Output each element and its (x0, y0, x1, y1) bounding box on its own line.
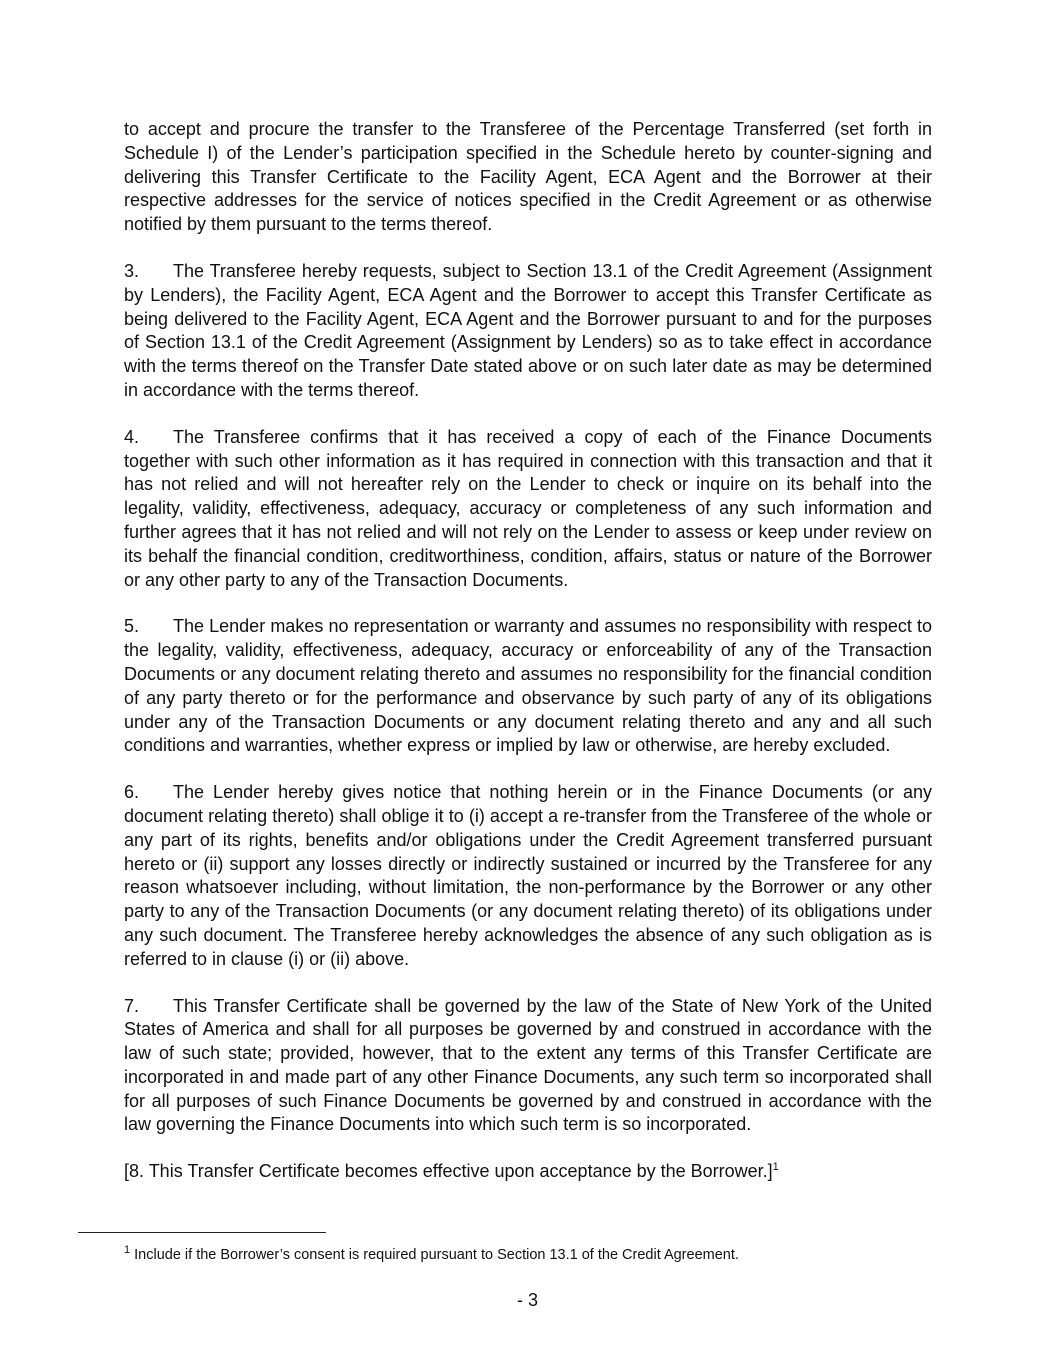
paragraph-text: The Lender makes no representation or warranty and assumes no responsibility with respect to the legality, validity, effectiveness, adequacy, accuracy or enforceability of any of the Transaction Documents or any document relating thereto and assumes no responsibility for the financial condition of any party thereto or for the performance and observance by such party of any of its obligations under any of the Transaction Documents or any document relating thereto and any and all such conditions and warranties, whether express or implied by law or otherwise, are hereby excluded. (124, 616, 932, 756)
footnote (124, 1245, 924, 1265)
paragraph-7 (124, 995, 932, 1138)
paragraph-5 (124, 615, 932, 758)
footnote-reference: 1 (772, 1161, 779, 1174)
paragraph-text: This Transfer Certificate shall be governed by the law of the State of New York of the United States of America and shall for all purposes be governed by and construed in accordance with the law of such state; provided, however, that to the extent any terms of this Transfer Certificate are incorporated in and made part of any other Finance Documents, any such term so incorporated shall for all purposes of such Finance Documents be governed by and construed in accordance with the law governing the Finance Documents into which such term is so incorporated. (124, 995, 932, 1135)
page-number: - 3 (516, 1290, 538, 1310)
paragraph-text: The Transferee hereby requests, subject to Section 13.1 of the Credit Agreement (Assignment by Lenders), the Facility Agent, ECA Agent and the Borrower to accept this Transfer Certificate as being delivered to the Facility Agent, ECA Agent and the Borrower pursuant to and for the purposes of Section 13.1 of the Credit Agreement (Assignment by Lenders) so as to take effect in accordance with the terms thereof on the Transfer Date stated above or on such later date as may be determined in accordance with the terms thereof. (124, 260, 932, 400)
paragraph-number: 3. (124, 260, 140, 281)
paragraph-6 (124, 781, 932, 971)
paragraph-number: 4. (124, 426, 140, 447)
paragraph-4 (124, 426, 932, 593)
paragraph-number: 7. (124, 995, 140, 1016)
footnote-text: Include if the Borrower’s consent is required pursuant to Section 13.1 of the Credit Agreement. (134, 1247, 739, 1263)
paragraph-number: 5. (124, 616, 140, 637)
footnote-marker: 1 (124, 1244, 131, 1257)
paragraph-8-bracketed (124, 1160, 932, 1184)
footnote-divider (78, 1232, 326, 1233)
paragraph-text: The Transferee confirms that it has received a copy of each of the Finance Documents together with such other information as it has required in connection with this transaction and that it has not relied and will not hereafter rely on the Lender to check or inquire on its behalf into the legality, validity, effectiveness, adequacy, accuracy or completeness of any such information and further agrees that it has not relied and will not rely on the Lender to assess or keep under review on its behalf the financial condition, creditworthiness, condition, affairs, status or nature of the Borrower or any other party to any of the Transaction Documents. (124, 426, 932, 590)
paragraph-text: to accept and procure the transfer to the Transferee of the Percentage Transferred (set forth in Schedule I) of the Lender’s participation specified in the Schedule hereto by counter-signing and delivering this Transfer Certificate to the Facility Agent, ECA Agent and the Borrower at their respective addresses for the service of notices specified in the Credit Agreement or as otherwise notified by them pursuant to the terms thereof. (124, 119, 932, 235)
paragraph-3 (124, 260, 932, 403)
paragraph-text: [8. This Transfer Certificate becomes effective upon acceptance by the Borrower.] (124, 1161, 773, 1182)
paragraph-number: 6. (124, 782, 140, 803)
document-body (124, 118, 932, 1207)
paragraph-text: The Lender hereby gives notice that nothing herein or in the Finance Documents (or any document relating thereto) shall oblige it to (i) accept a re-transfer from the Transferee of the whole or any part of its rights, benefits and/or obligations under the Credit Agreement transferred pursuant hereto or (ii) support any losses directly or indirectly sustained or incurred by the Transferee for any reason whatsoever including, without limitation, the non-performance by the Borrower or any other party to any of the Transaction Documents (or any document relating thereto) of its obligations under any such document. The Transferee hereby acknowledges the absence of any such obligation as is referred to in clause (i) or (ii) above. (124, 782, 932, 969)
paragraph-continuation (124, 118, 932, 237)
